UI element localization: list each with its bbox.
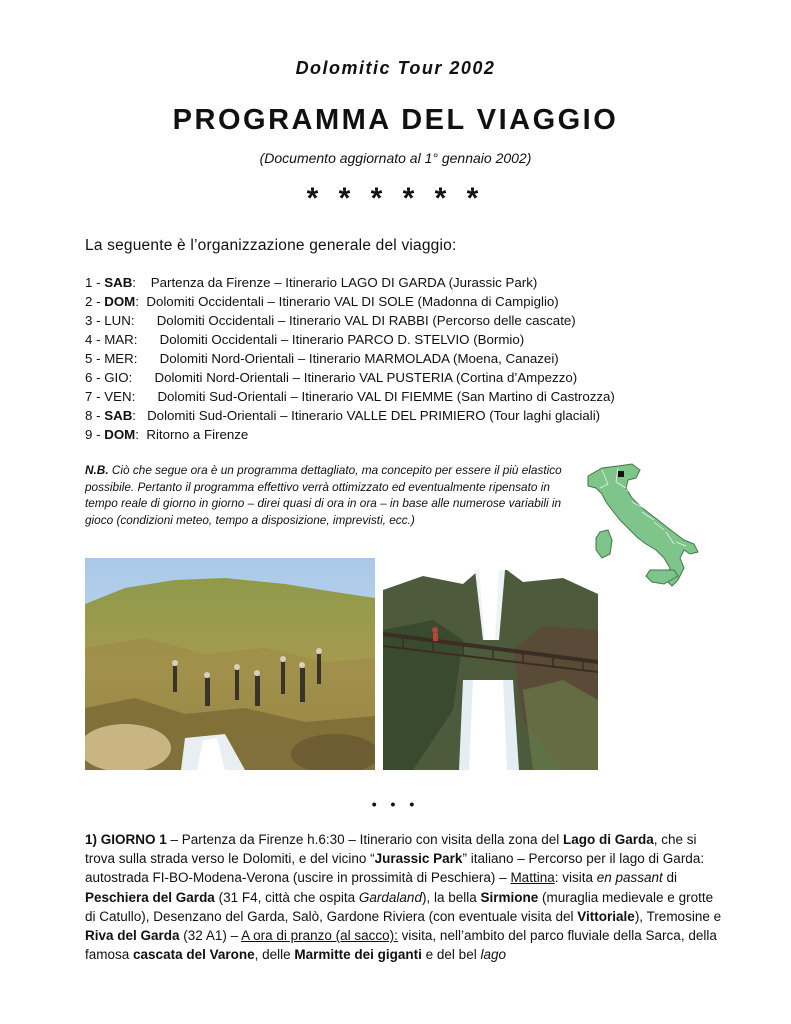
- itinerary-description: Dolomiti Occidentali – Itinerario PARCO D. STELVIO (Bormio): [159, 332, 525, 347]
- day-one-text-run: : visita: [554, 870, 597, 886]
- tour-title: Dolomitic Tour 2002: [295, 58, 496, 78]
- italy-map-image: [580, 458, 710, 598]
- day-one-text-run: , che si trova sulla strada verso le Dolomiti, e del vicino “: [85, 832, 697, 867]
- itinerary-separator: :: [132, 275, 151, 290]
- itinerary-day-code: MAR: [104, 332, 134, 347]
- itinerary-description: Dolomiti Sud-Orientali – Itinerario VALLE DEL PRIMIERO (Tour laghi glaciali): [147, 408, 601, 423]
- day-one-text-run: en passant: [596, 870, 663, 886]
- itinerary-list: [85, 273, 765, 444]
- day-one-text-run: Lago di Garda: [563, 832, 654, 847]
- day-one-text-run: Sirmione: [480, 889, 539, 905]
- itinerary-description: Partenza da Firenze – Itinerario LAGO DI GARDA (Jurassic Park): [150, 275, 538, 290]
- note-paragraph: [85, 462, 570, 528]
- day-one-text-run: ), la bella: [421, 889, 481, 905]
- itinerary-day-code: DOM: [104, 427, 136, 442]
- day-one-text-run: e del bel: [421, 947, 481, 963]
- itinerary-description: Dolomiti Nord-Orientali – Itinerario MARMOLADA (Moena, Canazei): [159, 351, 559, 366]
- itinerary-day-code: GIO: [104, 370, 129, 385]
- itinerary-number: 9 -: [85, 427, 105, 442]
- note-text: Ciò che segue ora è un programma dettagliato, ma concepito per essere il più elastico possibile. Pertanto il programma effettivo verrà ottimizzato ed eventualmente ripensato in tempo reale di giorno in giorno – direi quasi di ora in ora – in base alle numerose variabili in gioco (condizioni meteo, tempo a disposizione, imprevisti, ecc.): [85, 463, 562, 527]
- day-one-text-run: A ora di pranzo (al sacco):: [241, 928, 398, 944]
- day-one-text-run: lago: [480, 947, 506, 963]
- itinerary-item: [85, 368, 765, 387]
- day-one-text-run: (32 A1) –: [179, 928, 242, 944]
- itinerary-day-code: SAB: [104, 275, 133, 290]
- italy-map-icon: [588, 464, 698, 586]
- itinerary-separator: :: [130, 313, 157, 328]
- stars-separator: * * * * * *: [306, 182, 485, 215]
- day-one-text-run: Riva del Garda: [85, 928, 180, 944]
- itinerary-item: [85, 311, 765, 330]
- itinerary-item: [85, 387, 765, 406]
- itinerary-number: 6 -: [85, 370, 105, 385]
- itinerary-separator: :: [132, 408, 148, 423]
- itinerary-number: 4 -: [85, 332, 105, 347]
- itinerary-day-code: VEN: [104, 389, 132, 404]
- intro-text: La seguente è l’organizzazione generale del viaggio:: [85, 237, 457, 254]
- day-one-text-run: (31 F4, città che ospita: [214, 889, 359, 905]
- day-one-text-run: ), Tremosine e: [634, 908, 722, 924]
- itinerary-day-code: MER: [104, 351, 134, 366]
- day-one-text-run: ” italiano – Percorso per il lago di Garda: autostrada FI-BO-Modena-Verona (uscire in prossimità di Peschiera) –: [85, 851, 705, 886]
- itinerary-number: 2 -: [85, 294, 105, 309]
- day-one-text-run: 1) GIORNO 1: [85, 832, 167, 847]
- itinerary-item: [85, 330, 765, 349]
- itinerary-separator: :: [133, 332, 160, 347]
- itinerary-number: 7 -: [85, 389, 105, 404]
- day-one-text-run: (muraglia medievale e grotte di Catullo), Desenzano del Garda, Salò, Gardone Riviera (con eventuale visita del: [85, 889, 714, 924]
- itinerary-day-code: DOM: [104, 294, 136, 309]
- day-one-text-run: Peschiera del Garda: [85, 889, 215, 905]
- itinerary-separator: :: [128, 370, 155, 385]
- itinerary-day-code: LUN: [104, 313, 131, 328]
- day-one-text-run: – Partenza da Firenze h.6:30 – Itinerario con visita della zona del: [166, 832, 563, 847]
- itinerary-description: Ritorno a Firenze: [146, 427, 249, 442]
- itinerary-description: Dolomiti Sud-Orientali – Itinerario VAL DI FIEMME (San Martino di Castrozza): [157, 389, 615, 404]
- itinerary-description: Dolomiti Nord-Orientali – Itinerario VAL PUSTERIA (Cortina d’Ampezzo): [154, 370, 578, 385]
- day-one-text-run: Jurassic Park: [374, 851, 463, 867]
- itinerary-description: Dolomiti Occidentali – Itinerario VAL DI SOLE (Madonna di Campiglio): [146, 294, 559, 309]
- itinerary-separator: :: [135, 427, 147, 442]
- day-one-text-run: Gardaland: [358, 889, 422, 905]
- day-one-text-run: Vittoriale: [577, 908, 635, 924]
- itinerary-number: 1 -: [85, 275, 105, 290]
- itinerary-item: [85, 406, 765, 425]
- itinerary-separator: :: [131, 389, 158, 404]
- day-one-text-run: Marmitte dei giganti: [294, 947, 422, 963]
- itinerary-separator: :: [135, 294, 147, 309]
- waterfall-photo: [383, 570, 598, 770]
- document-date-subtitle: (Documento aggiornato al 1° gennaio 2002): [259, 150, 532, 166]
- day-one-paragraph: [85, 830, 725, 964]
- page-title: PROGRAMMA DEL VIAGGIO: [172, 104, 619, 136]
- day-one-text-run: cascata del Varone: [133, 947, 255, 963]
- hikers-photo: [85, 558, 375, 770]
- itinerary-number: 5 -: [85, 351, 105, 366]
- itinerary-number: 8 -: [85, 408, 105, 423]
- section-separator: • • •: [371, 796, 420, 812]
- itinerary-number: 3 -: [85, 313, 105, 328]
- itinerary-item: [85, 349, 765, 368]
- itinerary-item: [85, 425, 765, 444]
- day-one-text-run: Mattina: [510, 870, 555, 886]
- day-one-text-run: visita, nell’ambito del parco fluviale della Sarca, della famosa: [85, 928, 717, 963]
- itinerary-day-code: SAB: [104, 408, 133, 423]
- day-one-text-run: , delle: [254, 947, 295, 963]
- note-label: N.B.: [85, 463, 109, 477]
- itinerary-item: [85, 292, 765, 311]
- itinerary-separator: :: [133, 351, 160, 366]
- day-one-text-run: di: [662, 870, 678, 886]
- itinerary-description: Dolomiti Occidentali – Itinerario VAL DI RABBI (Percorso delle cascate): [156, 313, 576, 328]
- itinerary-item: [85, 273, 765, 292]
